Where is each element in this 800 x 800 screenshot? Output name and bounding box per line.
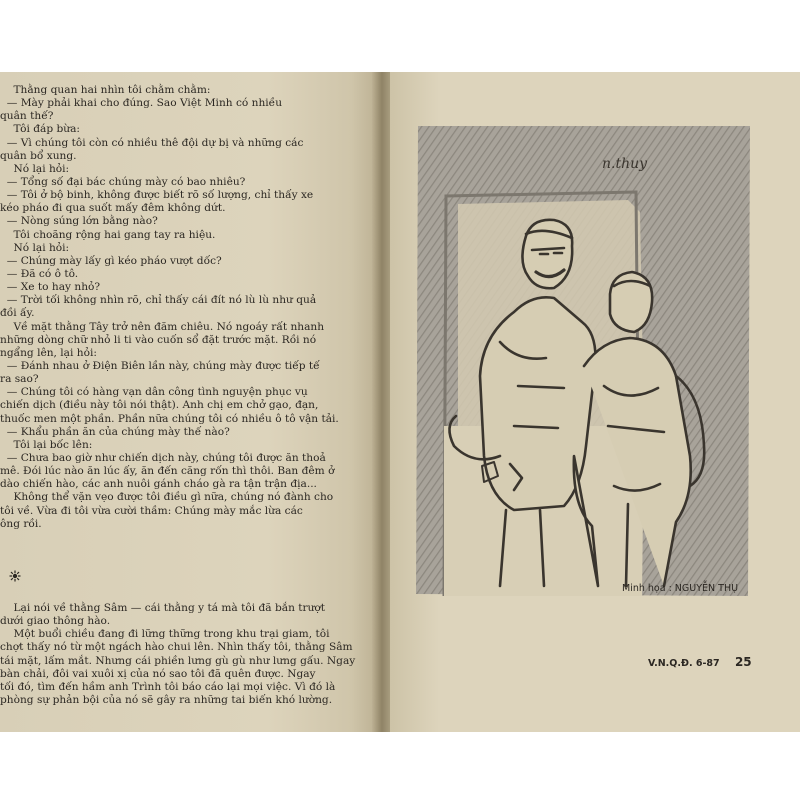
journal-issue: V.N.Q.Đ. 6-87 [648,658,720,669]
page-footer [648,655,752,669]
text-line: quân bổ xung. [0,149,77,162]
text-line: — Khẩu phần ăn của chúng mày thế nào? [0,425,230,438]
text-line: Nó lại hỏi: [0,241,70,254]
text-line: Nó lại hỏi: [0,162,70,175]
text-line: — Chúng tôi có hàng vạn dân công tình nguyện phục vụ [0,386,308,399]
text-line: kéo pháo đi qua suốt mấy đêm không dứt. [0,202,226,215]
page-number: 25 [734,655,752,669]
text-line: dưới giao thông hào. [0,615,111,628]
right-page [390,72,800,732]
text-line: những dòng chữ nhỏ li ti vào cuốn sổ đặt trước mặt. Rồi nó [0,333,317,346]
text-line: — Nòng súng lớn bằng nào? [0,215,158,228]
text-line: — Đã có ô tô. [0,267,79,280]
text-line: chiến dịch (điều này tôi nói thật). Anh chị em chở gạo, đạn, [0,399,319,412]
text-line: chợt thấy nó từ một ngách hào chui lên. Nhìn thấy tôi, thằng Sâm [0,641,353,654]
story-text-lower [0,602,382,707]
text-line: phòng sự phản bội của nó sẽ gây ra những tai biến khó lường. [0,693,333,706]
text-line: đồi ấy. [0,307,35,320]
text-line: thuốc men một phần. Phần nữa chúng tôi có nhiều ô tô vận tải. [0,412,339,425]
text-line: — Chưa bao giờ như chiến dịch này, chúng tôi được ăn thoả [0,451,326,464]
text-line: tái mặt, lấm mắt. Nhưng cái phiền lưng gù gù như lưng gấu. Ngay [0,654,356,667]
text-line: ông rồi. [0,517,42,530]
text-line: Một buổi chiều đang đi lững thững trong khu trại giam, tôi [0,628,330,641]
illustration-two-soldiers [414,126,754,596]
text-line: tôi về. Vừa đi tôi vừa cười thầm: Chúng mày mắc lừa các [0,504,303,517]
illustration-caption: Minh họa : NGUYỄN THỤ [622,583,739,594]
text-line: — Trời tối không nhìn rõ, chỉ thấy cái đít nó lù lù như quả [0,294,317,307]
illustration-signature: n.thuy [602,156,648,172]
text-line: tối đó, tìm đến hầm anh Trình tôi báo cáo lại mọi việc. Vì đó là [0,680,336,693]
flower-ornament-icon [9,570,21,582]
text-line: Lại nói về thằng Sâm — cái thằng y tá mà tôi đã bắn trượt [0,602,326,614]
text-line: — Mày phải khai cho đúng. Sao Việt Minh có nhiều [0,97,283,110]
text-line: dào chiến hào, các anh nuôi gánh cháo gà ra tận trận địa... [0,478,317,491]
text-line: Tôi lại bốc lên: [0,438,93,451]
text-line: quân thế? [0,110,54,123]
text-line: bàn chải, đôi vai xuôi xị của nó sao tôi đã quên được. Ngay [0,667,316,680]
text-line: — Xe to hay nhỏ? [0,281,101,294]
text-line: — Vì chúng tôi còn có nhiều thê đội dự bị và những các [0,136,304,149]
left-page [0,72,382,732]
text-line: — Chúng mày lấy gì kéo pháo vượt dốc? [0,254,222,267]
text-line: — Tổng số đại bác chúng mày có bao nhiêu? [0,175,246,188]
text-line: Không thể vặn vẹo được tôi điều gì nữa, chúng nó đành cho [0,491,334,504]
text-line: — Đánh nhau ở Điện Biên lần này, chúng mày được tiếp tế [0,359,320,372]
story-text-upper [0,84,382,531]
text-line: — Tôi ở bộ binh, không được biết rõ số lượng, chỉ thấy xe [0,189,314,202]
book-spread [0,72,800,732]
text-line: mê. Đói lúc nào ăn lúc ấy, ăn đến căng rốn thì thôi. Ban đêm ở [0,465,335,478]
text-line: Tôi đáp bừa: [0,123,80,136]
text-line: Về mặt thằng Tây trở nên đăm chiêu. Nó ngoáy rất nhanh [0,320,325,333]
text-line: ngẩng lên, lại hỏi: [0,346,97,359]
text-line: ra sao? [0,373,39,386]
text-line: Tôi choãng rộng hai gang tay ra hiệu. [0,228,216,241]
text-line: Thằng quan hai nhìn tôi chằm chằm: [0,84,211,96]
